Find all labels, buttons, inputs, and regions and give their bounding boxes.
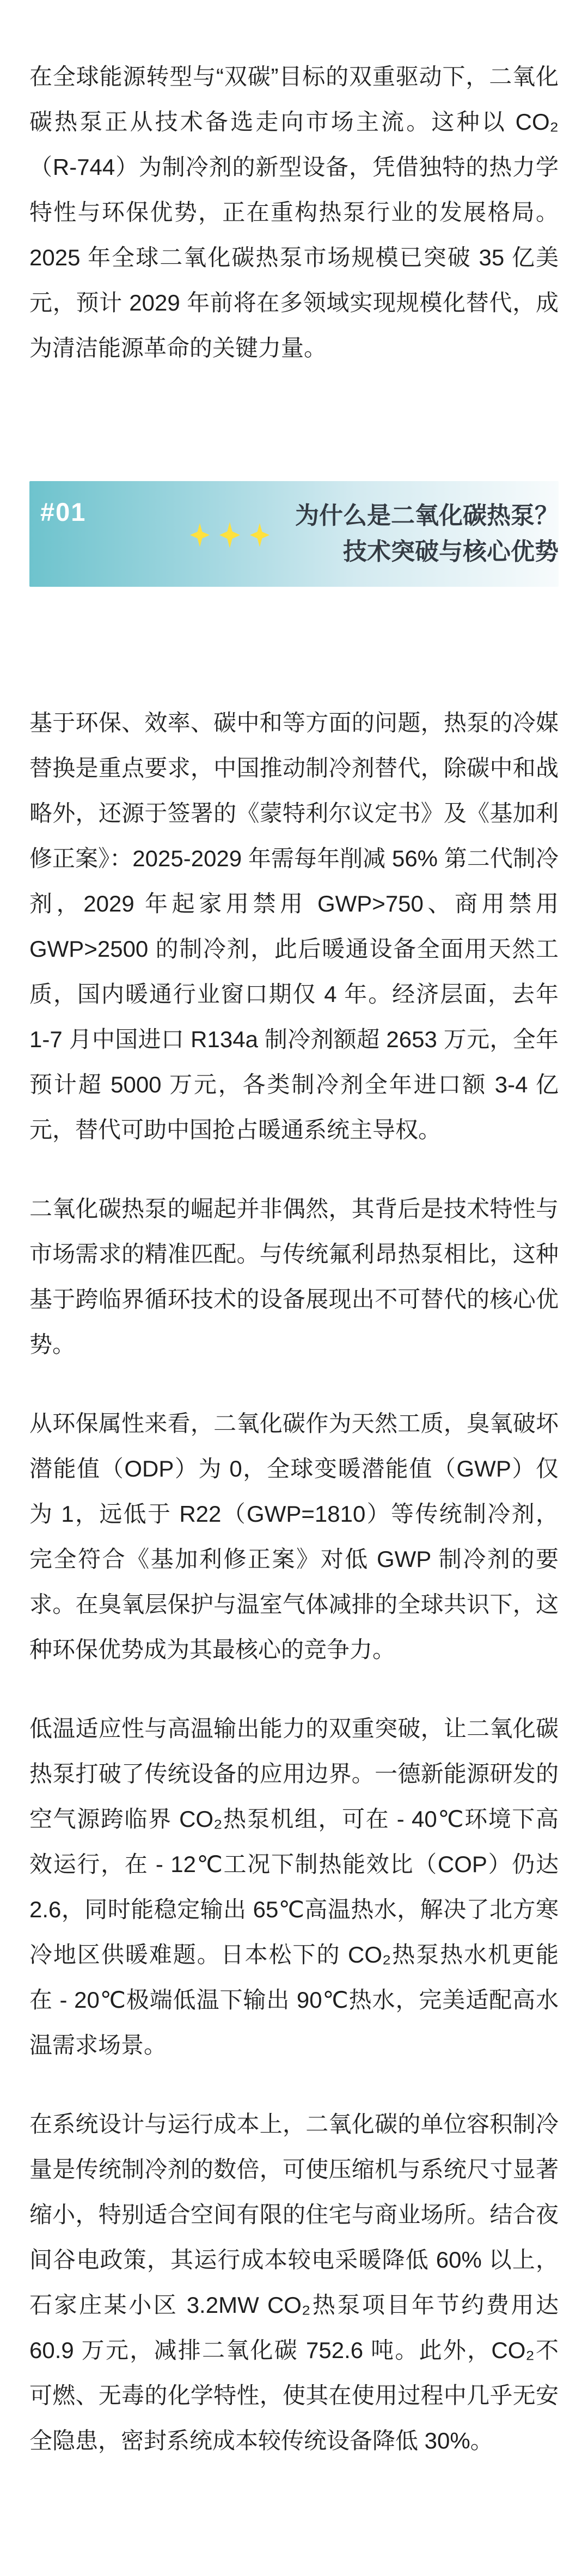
sparkle-icon <box>190 523 210 547</box>
body-paragraph: 在系统设计与运行成本上，二氧化碳的单位容积制冷量是传统制冷剂的数倍，可使压缩机与系统尺寸显著缩小，特别适合空间有限的住宅与商业场所。结合夜间谷电政策，其运行成本较电采暖降低 60% 以上，石家庄某小区 3.2MW CO₂热泵项目年节约费用达 60.9 万元，减排二氧化碳 752.6 吨。此外，CO₂不可燃、无毒的化学特性，使其在使用过程中几乎无安全隐患，密封系统成本较传统设备降低 30%。 <box>29 2111 559 2453</box>
article-body <box>29 700 559 2463</box>
body-paragraph: 从环保属性来看，二氧化碳作为天然工质，臭氧破坏潜能值（ODP）为 0，全球变暖潜能值（GWP）仅为 1，远低于 R22（GWP=1810）等传统制冷剂，完全符合《基加利修正案》对低 GWP 制冷剂的要求。在臭氧层保护与温室气体减排的全球共识下，这种环保优势成为其最核心的竞争力。 <box>29 1411 559 1662</box>
intro-paragraph: 在全球能源转型与“双碳”目标的双重驱动下，二氧化碳热泵正从技术备选走向市场主流。这种以 CO₂（R-744）为制冷剂的新型设备，凭借独特的热力学特性与环保优势，正在重构热泵行业的发展格局。2025 年全球二氧化碳热泵市场规模已突破 35 亿美元，预计 2029 年前将在多领域实现规模化替代，成为清洁能源革命的关键力量。 <box>29 64 559 361</box>
body-paragraph: 二氧化碳热泵的崛起并非偶然，其背后是技术特性与市场需求的精准匹配。与传统氟利昂热泵相比，这种基于跨临界循环技术的设备展现出不可替代的核心优势。 <box>29 1196 559 1357</box>
section-title-line2: 技术突破与核心优势 <box>343 538 559 565</box>
section-title-line1: 为什么是二氧化碳热泵？ <box>295 502 559 529</box>
section-number: #01 <box>40 497 87 526</box>
sparkle-icon <box>219 522 240 548</box>
section-title <box>295 498 559 570</box>
body-paragraph: 低温适应性与高温输出能力的双重突破，让二氧化碳热泵打破了传统设备的应用边界。一德新能源研发的空气源跨临界 CO₂热泵机组，可在 - 40℃环境下高效运行，在 - 12℃工况下制热能效比（COP）仍达 2.6，同时能稳定输出 65℃高温热水，解决了北方寒冷地区供暖难题。日本松下的 CO₂热泵热水机更能在 - 20℃极端低温下输出 90℃热水，完美适配高水温需求场景。 <box>29 1716 559 2058</box>
sparkle-icon <box>250 523 270 547</box>
sparkles-decoration <box>190 522 270 548</box>
section-banner <box>29 481 559 587</box>
body-paragraph: 基于环保、效率、碳中和等方面的问题，热泵的冷媒替换是重点要求，中国推动制冷剂替代，除碳中和战略外，还源于签署的《蒙特利尔议定书》及《基加利修正案》：2025-2029 年需每年削减 56% 第二代制冷剂，2029 年起家用禁用 GWP>750、商用禁用 GWP>2500 的制冷剂，此后暖通设备全面用天然工质，国内暖通行业窗口期仅 4 年。经济层面，去年 1-7 月中国进口 R134a 制冷剂额超 2653 万元，全年预计超 5000 万元，各类制冷剂全年进口额 3-4 亿元，替代可助中国抢占暖通系统主导权。 <box>29 710 559 1143</box>
